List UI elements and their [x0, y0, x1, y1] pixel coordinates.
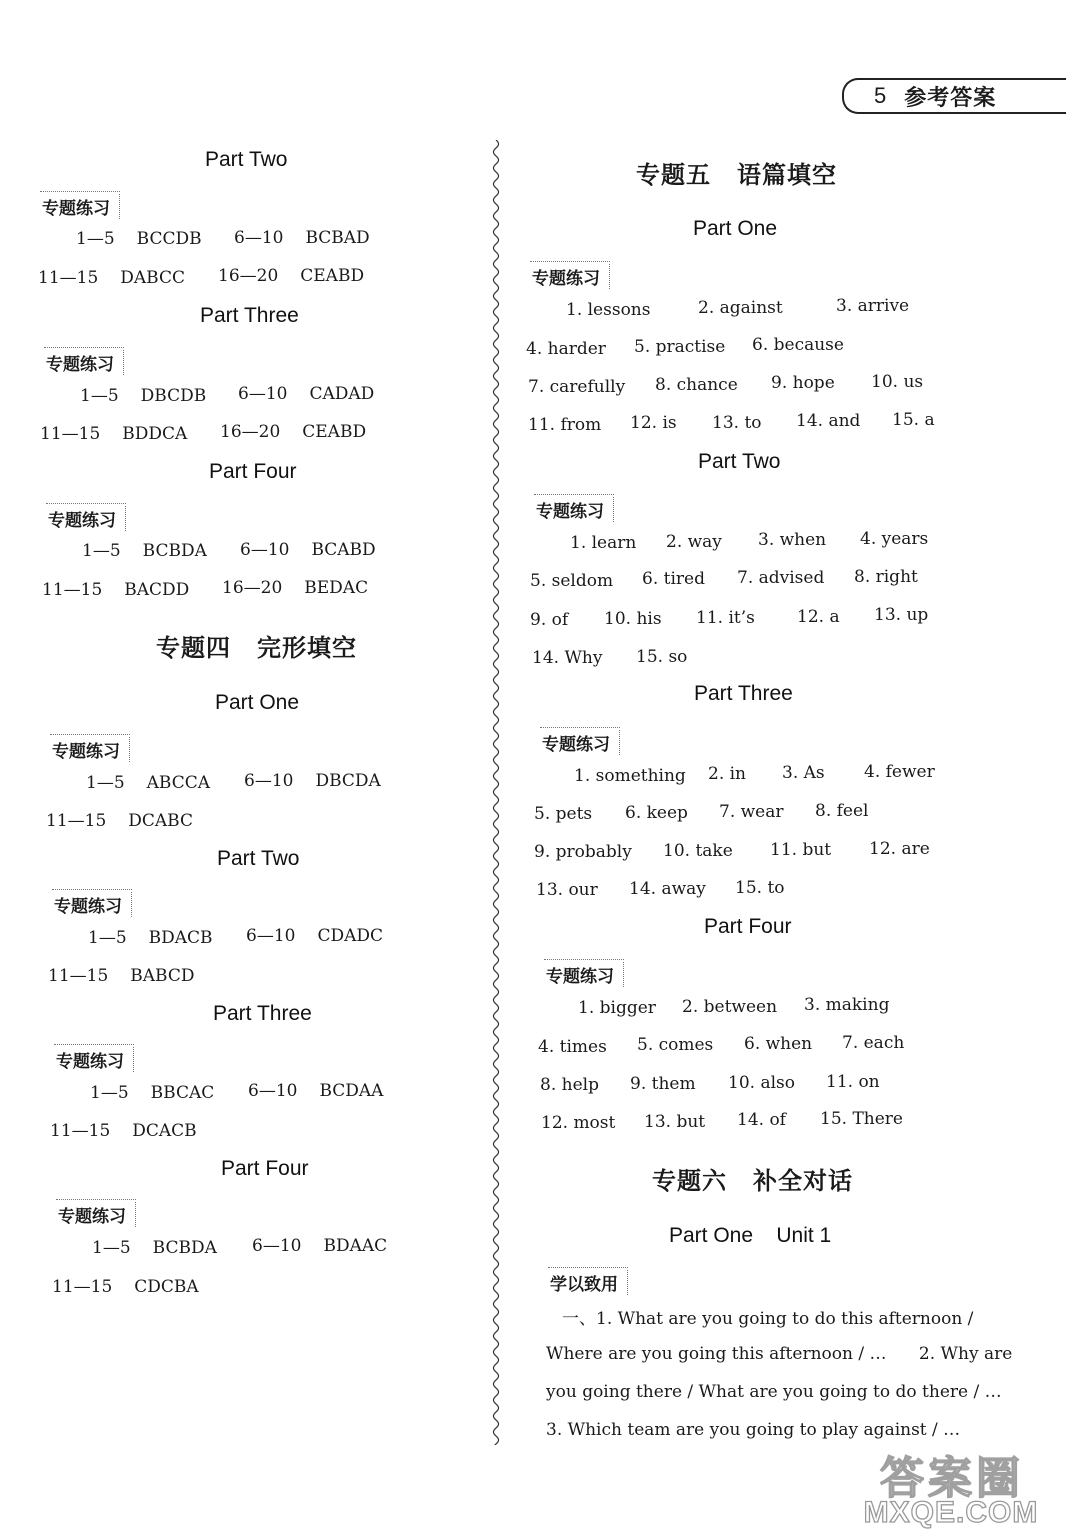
- answer-row: 1—5 BCBDA: [92, 1238, 217, 1258]
- answer-row: 6—10 BCABD: [240, 540, 376, 560]
- part-title: Part One: [693, 217, 778, 240]
- answer-word: 13. our: [536, 880, 598, 900]
- answer-word: 8. right: [854, 567, 918, 587]
- answer-word: 11. on: [826, 1072, 880, 1092]
- answer-word: 4. harder: [526, 339, 606, 359]
- answer-word: 11. but: [770, 840, 832, 860]
- answer-word: 14. away: [629, 879, 706, 899]
- answer-word: 9. hope: [771, 373, 835, 393]
- topic-title: 专题六 补全对话: [652, 1167, 853, 1195]
- answer-word: 14. Why: [532, 648, 603, 668]
- part-title: Part Two: [205, 148, 288, 171]
- answer-word: 5. practise: [634, 337, 726, 357]
- answer-word: 4. times: [538, 1037, 607, 1057]
- answer-word: 8. help: [540, 1075, 599, 1095]
- answer-row: 1—5 DBCDB: [80, 386, 207, 406]
- answer-word: 12. most: [541, 1113, 616, 1133]
- answer-word: 4. years: [860, 529, 929, 549]
- answer-word: 12. a: [797, 607, 840, 627]
- answer-word: 12. is: [630, 413, 677, 433]
- answer-row: 11—15 BACDD: [42, 580, 190, 600]
- answer-word: 5. comes: [637, 1035, 714, 1055]
- answer-word: 1. lessons: [566, 300, 651, 320]
- section-label: 专题练习: [40, 194, 116, 219]
- answer-row: 11—15 CDCBA: [52, 1277, 199, 1297]
- answer-row: 11—15 BDDCA: [40, 424, 188, 444]
- section-label: 专题练习: [540, 730, 616, 755]
- answer-word: 15. There: [820, 1109, 903, 1129]
- part-title: Part Three: [200, 304, 299, 327]
- answer-word: 14. of: [737, 1110, 786, 1130]
- answer-word: 12. are: [869, 839, 930, 859]
- answer-word: 3. arrive: [836, 296, 910, 316]
- answer-word: 15. a: [892, 410, 935, 430]
- answer-word: 7. advised: [737, 568, 825, 588]
- topic-title: 专题五 语篇填空: [636, 161, 837, 189]
- watermark-logo: 答案圈 MXQE.COM: [863, 1453, 1039, 1529]
- answer-word: 10. take: [663, 841, 733, 861]
- answer-word: 3. when: [758, 530, 827, 550]
- section-label: 专题练习: [544, 962, 620, 987]
- answer-word: 10. also: [728, 1073, 795, 1093]
- part-title: Part Four: [221, 1157, 309, 1180]
- answer-word: 2. between: [682, 997, 778, 1017]
- answer-word: 5. seldom: [530, 571, 614, 591]
- answer-word: 13. but: [644, 1112, 706, 1132]
- section-label: 专题练习: [534, 497, 610, 522]
- answer-word: 10. his: [604, 609, 662, 629]
- answer-row: 6—10 BCDAA: [248, 1081, 384, 1101]
- answer-word: 13. up: [874, 605, 929, 625]
- answer-word: 4. fewer: [864, 762, 935, 782]
- paragraph-line: 3. Which team are you going to play against / …: [546, 1420, 961, 1440]
- answer-word: 6. keep: [625, 803, 688, 823]
- section-label: 专题练习: [46, 506, 122, 531]
- answer-word: 11. from: [528, 415, 602, 435]
- answer-word: 1. something: [574, 766, 686, 786]
- answer-word: 2. way: [666, 532, 722, 552]
- answer-row: 1—5 BDACB: [88, 928, 213, 948]
- answer-word: 15. to: [735, 878, 785, 898]
- answer-word: 3. making: [804, 995, 890, 1015]
- answer-word: 8. feel: [815, 801, 869, 821]
- paragraph-line: 一、1. What are you going to do this afternoon /: [562, 1309, 974, 1329]
- answer-row: 11—15 DCACB: [50, 1121, 197, 1141]
- section-label: 专题练习: [54, 1047, 130, 1072]
- answer-word: 5. pets: [534, 804, 593, 824]
- part-title: Part Two: [217, 847, 300, 870]
- answer-word: 3. As: [782, 763, 825, 783]
- answer-word: 10. us: [871, 372, 924, 392]
- answer-word: 6. when: [744, 1034, 813, 1054]
- answer-word: 2. against: [698, 298, 783, 318]
- answer-row: 11—15 DABCC: [38, 268, 185, 288]
- part-title: Part Four: [704, 915, 792, 938]
- answer-word: 9. probably: [534, 842, 632, 862]
- section-label: 专题练习: [530, 264, 606, 289]
- paragraph-line: Where are you going this afternoon / … 2. Why are: [546, 1344, 1013, 1364]
- answer-word: 1. learn: [570, 533, 637, 553]
- section-label: 专题练习: [50, 737, 126, 762]
- answer-word: 8. chance: [655, 375, 738, 395]
- section-label: 专题练习: [56, 1202, 132, 1227]
- part-title: Part Four: [209, 460, 297, 483]
- answer-row: 16—20 CEABD: [220, 422, 367, 442]
- answer-row: 1—5 BBCAC: [90, 1083, 215, 1103]
- answer-word: 14. and: [796, 411, 861, 431]
- answer-word: 9. of: [530, 610, 569, 630]
- answer-row: 1—5 BCBDA: [82, 541, 207, 561]
- answer-word: 6. tired: [642, 569, 705, 589]
- part-title: Part One: [215, 691, 300, 714]
- answer-row: 6—10 CADAD: [238, 384, 375, 404]
- section-label: 学以致用: [548, 1270, 624, 1295]
- answer-row: 6—10 CDADC: [246, 926, 384, 946]
- part-title: Part Three: [213, 1002, 312, 1025]
- answer-row: 6—10 DBCDA: [244, 771, 381, 791]
- answer-word: 7. carefully: [528, 377, 626, 397]
- page-number: 5: [874, 83, 887, 108]
- page-header-tab: [842, 78, 1066, 114]
- answer-row: 6—10 BCBAD: [234, 228, 370, 248]
- answer-word: 2. in: [708, 764, 747, 784]
- answer-row: 1—5 ABCCA: [86, 773, 211, 793]
- part-title: Part One Unit 1: [669, 1224, 832, 1247]
- answer-word: 11. it’s: [696, 608, 755, 628]
- section-label: 专题练习: [52, 892, 128, 917]
- answer-word: 15. so: [636, 647, 688, 667]
- answer-row: 11—15 DCABC: [46, 811, 193, 831]
- answer-word: 1. bigger: [578, 998, 656, 1018]
- paragraph-line: you going there / What are you going to do there / …: [546, 1382, 1002, 1402]
- answer-row: 16—20 CEABD: [218, 266, 365, 286]
- answer-row: 16—20 BEDAC: [222, 578, 369, 598]
- answer-word: 7. wear: [719, 802, 784, 822]
- answer-word: 13. to: [712, 413, 762, 433]
- column-divider: [484, 140, 508, 1445]
- section-label: 专题练习: [44, 350, 120, 375]
- answer-row: 11—15 BABCD: [48, 966, 195, 986]
- part-title: Part Three: [694, 682, 793, 705]
- answer-word: 7. each: [842, 1033, 905, 1053]
- answer-row: 6—10 BDAAC: [252, 1236, 388, 1256]
- answer-row: 1—5 BCCDB: [76, 229, 202, 249]
- page-header-title: 参考答案: [904, 85, 997, 111]
- answer-word: 9. them: [630, 1074, 696, 1094]
- topic-title: 专题四 完形填空: [156, 634, 357, 662]
- answer-word: 6. because: [752, 335, 844, 355]
- part-title: Part Two: [698, 450, 781, 473]
